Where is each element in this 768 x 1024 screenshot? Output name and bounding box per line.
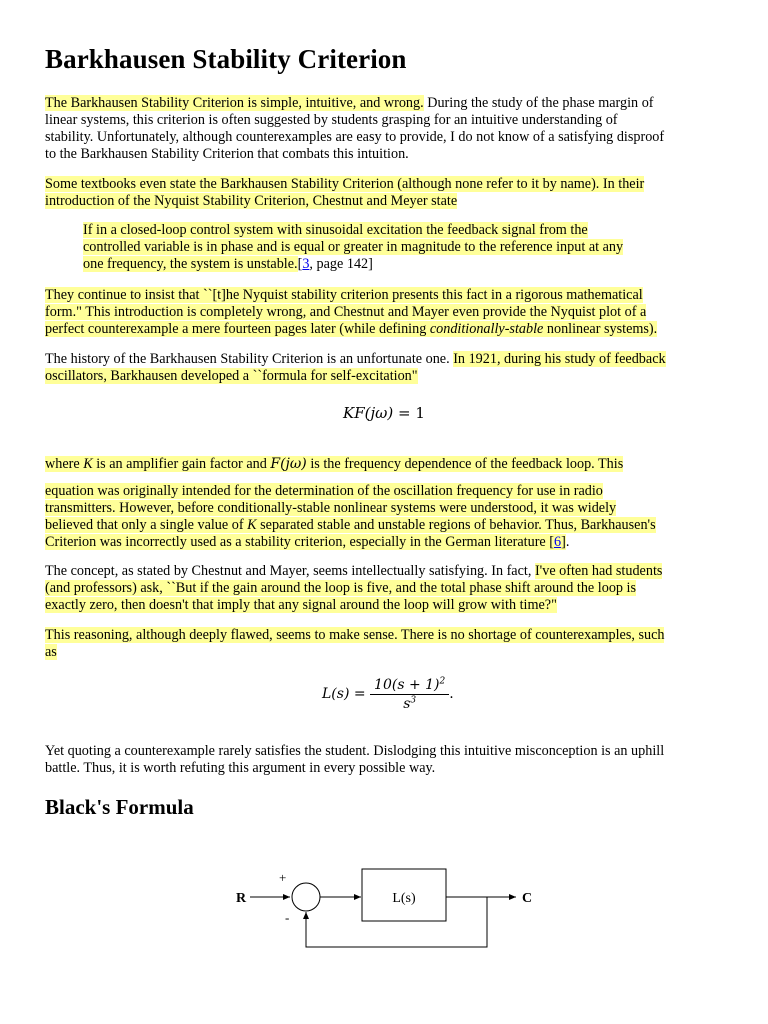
text-line — [45, 517, 735, 534]
paragraph-where — [45, 456, 735, 473]
text-span: nonlinear systems). — [543, 321, 658, 337]
highlighted-text: one frequency, the system is unstable. — [83, 256, 298, 272]
highlighted-text: They continue to insist that ``[t]he Nyquist stability criterion presents this fact in a rigorous mathematical — [45, 287, 643, 303]
page-title: Barkhausen Stability Criterion — [45, 44, 407, 74]
highlighted-text: introduction of the Nyquist Stability Criterion, Chestnut and Meyer state — [45, 193, 458, 209]
text-span: During the study of the phase margin of — [423, 95, 654, 111]
paragraph-intro — [45, 95, 735, 163]
text-line — [45, 351, 735, 368]
text-line — [45, 321, 735, 338]
text-line — [45, 483, 735, 500]
text-line — [45, 563, 735, 580]
text-line — [45, 456, 735, 473]
highlighted-text: as — [45, 644, 57, 660]
paragraph-reasoning — [45, 627, 735, 661]
feedback-block-diagram — [0, 860, 768, 960]
text-span: believed that only a single value of — [45, 517, 248, 533]
input-label: R — [236, 891, 247, 906]
text-line: stability. Unfortunately, although counterexamples are easy to provide, I do not know of a satisfying disproof — [45, 129, 665, 145]
text-span: where — [45, 456, 84, 472]
text-span: is an amplifier gain factor and — [92, 456, 271, 472]
paragraph-textbooks — [45, 176, 735, 210]
text-line — [45, 95, 735, 112]
text-line: to the Barkhausen Stability Criterion that combats this intuition. — [45, 146, 409, 162]
citation-link-6[interactable]: 6 — [554, 534, 562, 550]
text-line — [45, 176, 735, 193]
highlighted-text: In 1921, during his study of feedback — [453, 351, 666, 367]
text-line: battle. Thus, it is worth refuting this argument in every possible way. — [45, 760, 436, 776]
output-label: C — [522, 891, 533, 906]
text-line — [45, 597, 735, 614]
highlighted-text: equation was originally intended for the determination of the oscillation frequency for use in radio — [45, 483, 603, 499]
highlighted-text — [45, 517, 656, 533]
block-label: L(s) — [392, 891, 416, 906]
text-line — [45, 644, 735, 661]
inline-math — [270, 456, 306, 472]
highlighted-text: The Barkhausen Stability Criterion is simple, intuitive, and wrong. — [45, 95, 424, 111]
text-span: The concept, as stated by Chestnut and Mayer, seems intellectually satisfying. In fact, — [45, 563, 535, 579]
text-line — [45, 368, 735, 385]
math-symbol: K — [247, 517, 257, 533]
equation-self-excitation — [343, 405, 425, 422]
highlighted-text: This reasoning, although deeply flawed, seems to make sense. There is no shortage of counterexamples, such — [45, 627, 665, 643]
math-symbol: K — [83, 456, 93, 472]
highlighted-text — [45, 321, 657, 337]
text-line — [45, 287, 735, 304]
paragraph-history — [45, 351, 735, 385]
highlighted-text: (and professors) ask, ``But if the gain around the loop is five, and the total phase shift around the loop is — [45, 580, 637, 596]
paragraph-nyquist — [45, 287, 735, 338]
eq-exponent: 2 — [439, 676, 446, 687]
block-quote — [83, 222, 703, 273]
equation-counterexample — [322, 676, 454, 713]
math-symbol: F — [270, 456, 281, 472]
highlighted-text: Some textbooks even state the Barkhausen Stability Criterion (although none refer to it by name). In their — [45, 176, 645, 192]
highlighted-text: Criterion was incorrectly used as a stability criterion, especially in the German literature [6] — [45, 534, 566, 550]
text-line: one frequency, the system is unstable.[3, page 142] — [83, 256, 373, 272]
eq-denominator: s — [403, 696, 411, 712]
emphasis-text: conditionally-stable — [429, 321, 544, 337]
text-span: separated stable and unstable regions of behavior. Thus, Barkhausen's — [256, 517, 656, 533]
text-line — [45, 580, 735, 597]
eq-numerator: 10(s + 1) — [374, 677, 440, 693]
text-line: linear systems, this criterion is often suggested by students grasping for an intuitive understanding of — [45, 112, 618, 128]
paragraph-concept — [45, 563, 735, 614]
text-line — [45, 627, 735, 644]
highlighted-text: exactly zero, then doesn't that imply that any signal around the loop will grow with time?" — [45, 597, 557, 613]
eq-symbol: F — [354, 404, 365, 422]
paragraph-refuting — [45, 743, 735, 777]
plus-sign: + — [279, 870, 287, 885]
text-span: is the frequency dependence of the feedback loop. This — [306, 456, 624, 472]
text-line — [83, 239, 703, 256]
text-span: Criterion was incorrectly used as a stability criterion, especially in the German literature — [45, 534, 550, 550]
text-line: Criterion was incorrectly used as a stability criterion, especially in the German literature [6]. — [45, 534, 570, 550]
text-line — [45, 500, 735, 517]
minus-sign: - — [285, 910, 290, 925]
eq-lhs: L(s) = — [322, 686, 371, 702]
highlighted-text: I've often had students — [534, 563, 663, 579]
highlighted-text: form." This introduction is completely wrong, and Chestnut and Mayer even provide the Nyquist plot of a — [45, 304, 647, 320]
paragraph-equation-use — [45, 483, 735, 551]
eq-symbol: (jω) — [364, 404, 394, 422]
eq-exponent: 3 — [410, 695, 417, 706]
eq-rhs: = 1 — [393, 404, 425, 422]
text-line — [45, 193, 735, 210]
summing-junction — [292, 883, 320, 911]
eq-symbol: K — [343, 404, 355, 422]
highlighted-text: transmitters. However, before conditionally-stable nonlinear systems were understood, it was widely — [45, 500, 617, 516]
highlighted-text: oscillators, Barkhausen developed a ``formula for self-excitation" — [45, 368, 418, 384]
section-heading: Black's Formula — [45, 795, 194, 819]
citation-page: , page 142 — [309, 256, 369, 272]
highlighted-text: If in a closed-loop control system with sinusoidal excitation the feedback signal from the — [83, 222, 588, 238]
text-line — [83, 222, 703, 239]
text-span: The history of the Barkhausen Stability Criterion is an unfortunate one. — [45, 351, 454, 367]
text-span: perfect counterexample a mere fourteen pages later (while defining — [45, 321, 430, 337]
highlighted-text: controlled variable is in phase and is equal or greater in magnitude to the reference input at any — [83, 239, 624, 255]
eq-tail: . — [449, 686, 454, 702]
highlighted-text — [45, 456, 623, 472]
citation-link-3[interactable]: 3 — [302, 256, 310, 272]
math-symbol: (jω) — [280, 456, 307, 472]
text-line — [45, 304, 735, 321]
text-line: Yet quoting a counterexample rarely satisfies the student. Dislodging this intuitive misconception is an uphill — [45, 743, 665, 759]
fraction — [370, 676, 449, 713]
